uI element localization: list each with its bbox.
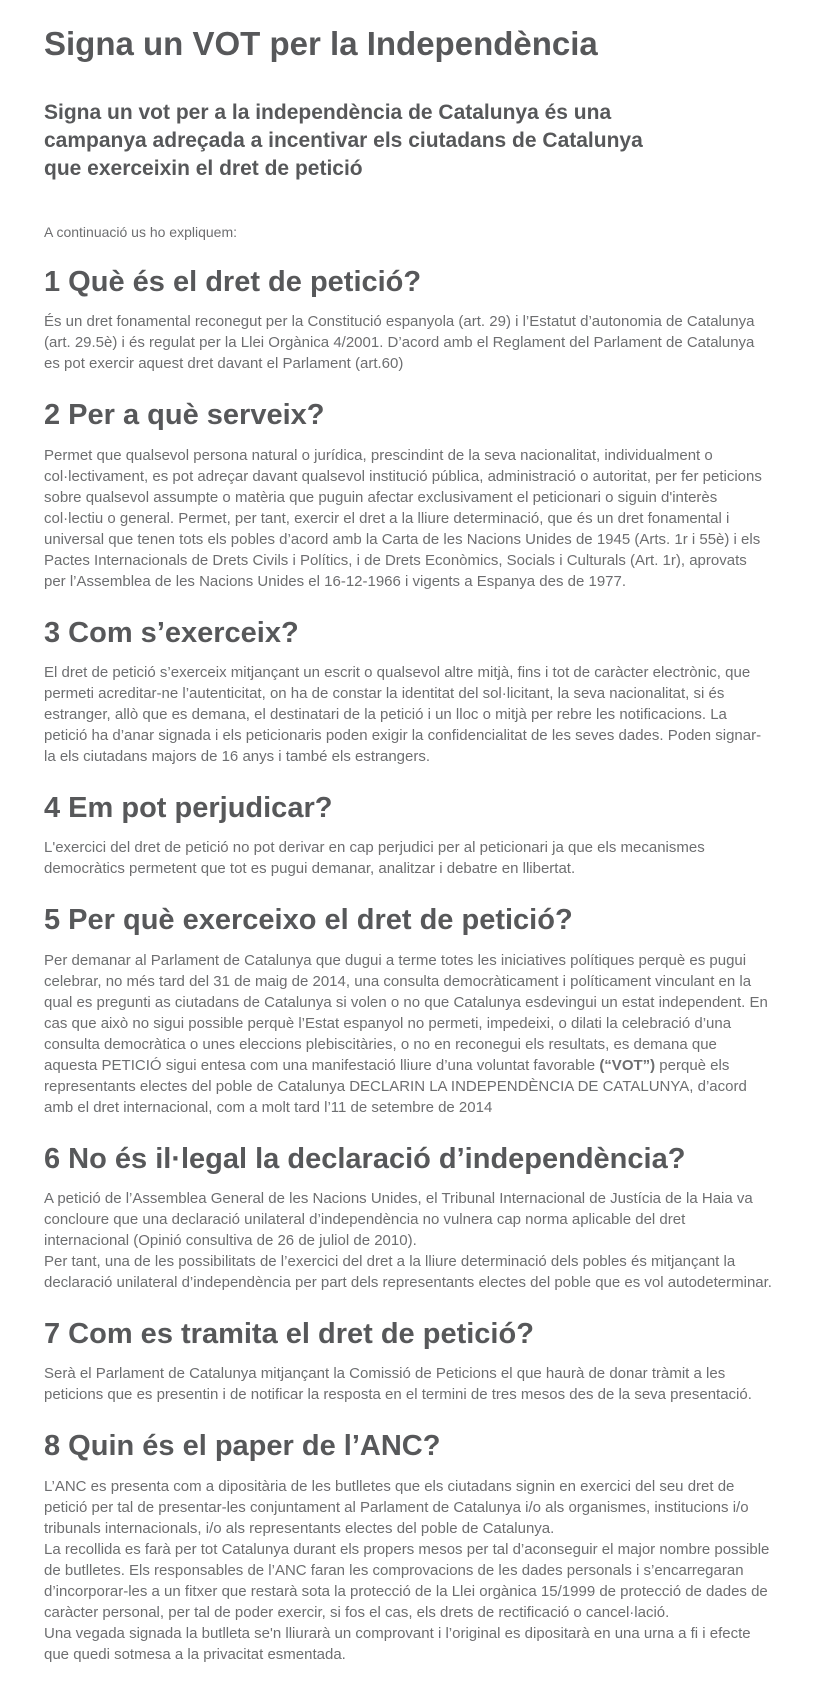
section-heading: 4 Em pot perjudicar?: [44, 791, 333, 824]
page-subtitle: Signa un vot per a la independència de Catalunya és una campanya adreçada a incentivar els ciutadans de Catalunya que exerceixin el dret de petició: [44, 100, 643, 180]
section-heading: 5 Per què exerceixo el dret de petició?: [44, 904, 573, 937]
text-run: Per demanar al Parlament de Catalunya que dugui a terme totes les iniciatives polítiques perquè es pugui celebrar, no més tard del 31 de maig de 2014, una consulta democràticament i políticament vinculant en la qual es pregunti as ciutadans de Catalunya si volen o no que Catalunya esdevingui un estat independent. En cas que això no sigui possible perquè l’Estat espanyol no permeti, impedeixi, o dilati la celebració d’una consulta democràtica o unes eleccions plebiscitàries, o no en reconegui els resultats, es demana que aquesta PETICIÓ sigui entesa com una manifestació lliure d’una voluntat favorable: [44, 951, 768, 1074]
section-paragraph: [44, 837, 772, 879]
page-title: Signa un VOT per la Independència: [44, 25, 598, 62]
section-paragraph: [44, 311, 772, 374]
bold-text-run: (“VOT”): [599, 1056, 656, 1074]
faq-section: [44, 617, 772, 767]
text-run: Per tant, una de les possibilitats de l’exercici del dret a la lliure determinació dels pobles és mitjançant la declaració unilateral d’independència per part dels representants electes del poble que es vol autodeterminar.: [44, 1253, 772, 1292]
section-heading: 2 Per a què serveix?: [44, 399, 325, 432]
faq-section: [44, 1430, 772, 1664]
faq-section: [44, 266, 772, 374]
intro-text: A continuació us ho expliquem:: [44, 223, 238, 240]
section-paragraph: [44, 1623, 772, 1665]
faq-section: [44, 1143, 772, 1293]
text-run: Una vegada signada la butlleta se'n lliurarà un comprovant i l’original es dipositarà en una urna a fi i efecte que quedi sotmesa a la privacitat esmentada.: [44, 1624, 751, 1663]
faq-section: [44, 792, 772, 879]
section-paragraph: [44, 1363, 772, 1405]
faq-section: [44, 904, 772, 1117]
section-heading: 8 Quin és el paper de l’ANC?: [44, 1430, 441, 1463]
section-heading: 6 No és il·legal la declaració d’independència?: [44, 1142, 686, 1175]
section-paragraph: [44, 1476, 772, 1539]
section-heading: 3 Com s’exerceix?: [44, 616, 299, 649]
text-run: La recollida es farà per tot Catalunya durant els propers mesos per tal d’aconseguir el major nombre possible de butlletes. Els responsables de l’ANC faran les comprovacions de les dades personals i s’encarregaran d’incorporar-les a un fitxer que restarà sota la protecció de la Llei orgànica 15/1999 de protecció de dades de caràcter personal, per tal de poder exercir, si fos el cas, els drets de rectificació o cancel·lació.: [44, 1540, 770, 1621]
text-run: Serà el Parlament de Catalunya mitjançant la Comissió de Peticions el que haurà de donar tràmit a les peticions que es presentin i de notificar la resposta en el termini de tres mesos des de la seva presentació.: [44, 1365, 752, 1404]
faq-section: [44, 1318, 772, 1405]
section-heading: 1 Què és el dret de petició?: [44, 265, 422, 298]
text-run: perquè els representants electes del poble de Catalunya DECLARIN LA INDEPENDÈNCIA DE CATALUNYA, d’acord amb el dret internacional, com a molt tard l’11 de setembre de 2014: [44, 1056, 747, 1116]
faq-sections: [44, 266, 772, 1665]
faq-section: [44, 399, 772, 591]
section-paragraph: [44, 662, 772, 767]
text-run: És un dret fonamental reconegut per la Constitució espanyola (art. 29) i l’Estatut d’autonomia de Catalunya (art. 29.5è) i és regulat per la Llei Orgànica 4/2001. D’acord amb el Reglament del Parlament de Catalunya es pot exercir aquest dret davant el Parlament (art.60): [44, 313, 755, 373]
text-run: L’ANC es presenta com a dipositària de les butlletes que els ciutadans signin en exercici del seu dret de petició per tal de presentar-les conjuntament al Parlament de Catalunya i/o als organismes, institucions i/o tribunals internacionals, i/o als representants electes del poble de Catalunya.: [44, 1477, 749, 1537]
section-paragraph: [44, 1251, 772, 1293]
section-paragraph: [44, 1539, 772, 1623]
section-paragraph: [44, 950, 772, 1118]
text-run: Permet que qualsevol persona natural o jurídica, prescindint de la seva nacionalitat, individualment o col·lectivament, es pot adreçar davant qualsevol institució pública, administració o autoritat, per fer peticions sobre qualsevol assumpte o matèria que puguin afectar exclusivament el peticionari o siguin d'interès col·lectiu o general. Permet, per tant, exercir el dret a la lliure determinació, que és un dret fonamental i universal que tenen tots els pobles d’acord amb la Carta de les Nacions Unides de 1945 (Arts. 1r i 55è) i els Pactes Internacionals de Drets Civils i Polítics, i de Drets Econòmics, Socials i Culturals (Art. 1r), aprovats per l’Assemblea de les Nacions Unides el 16-12-1966 i vigents a Espanya des de 1977.: [44, 446, 762, 590]
text-run: El dret de petició s’exerceix mitjançant un escrit o qualsevol altre mitjà, fins i tot de caràcter electrònic, que permeti acreditar-ne l’autenticitat, on ha de constar la identitat del sol·licitant, la seva nacionalitat, si és estranger, allò que es demana, el destinatari de la petició i un lloc o mitjà per rebre les notificacions. La petició ha d’anar signada i els peticionaris poden exigir la confidencialitat de les seves dades. Poden signar-la els ciutadans majors de 16 anys i també els estrangers.: [44, 663, 762, 765]
text-run: A petició de l’Assemblea General de les Nacions Unides, el Tribunal Internacional de Justícia de la Haia va concloure que una declaració unilateral d’independència no vulnera cap norma aplicable del dret internacional (Opinió consultiva de 26 de juliol de 2010).: [44, 1190, 753, 1250]
section-paragraph: [44, 445, 772, 592]
section-heading: 7 Com es tramita el dret de petició?: [44, 1318, 534, 1351]
section-paragraph: [44, 1188, 772, 1251]
text-run: L'exercici del dret de petició no pot derivar en cap perjudici per al peticionari ja que els mecanismes democràtics permetent que tot es pugui demanar, analitzar i debatre en llibertat.: [44, 839, 705, 878]
page-header: [44, 26, 772, 241]
